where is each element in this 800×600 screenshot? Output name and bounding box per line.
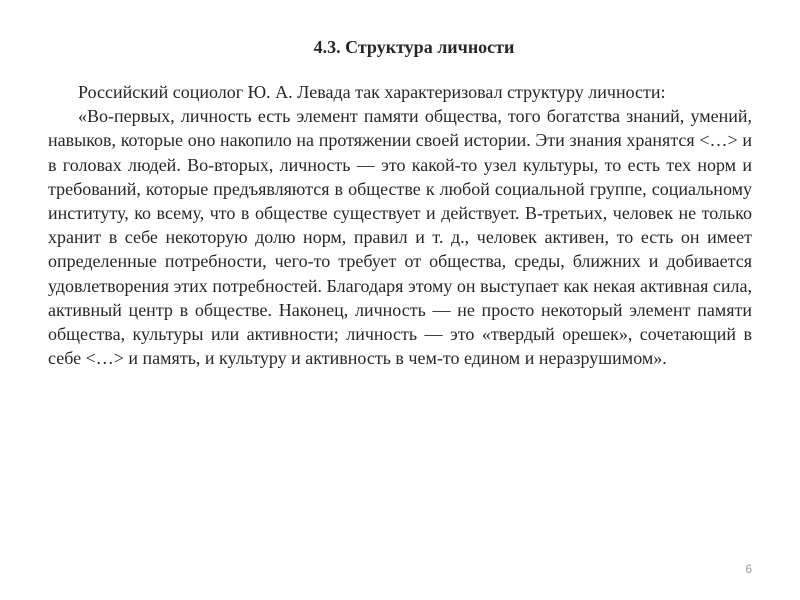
page-number: 6	[745, 562, 752, 576]
slide-title: 4.3. Структура личности	[313, 37, 515, 57]
quote-paragraph: «Во-первых, личность есть элемент памяти общества, того богатства знаний, умений, навыков, которые оно накопило на протяжении своей истории. Эти знания хранятся <…> и в головах людей. Во-вторых, личность — это какой-то узел культуры, то есть тех норм и требований, которые предъявляются в обществе к любой социальной группе, социальному институту, ко всему, что в обществе существует и действует. В-третьих, человек не только хранит в себе некоторую долю норм, правил и т. д., человек активен, то есть он имеет определенные потребности, чего-то требует от общества, среды, ближних и добивается удовлетворения этих потребностей. Благодаря этому он выступает как некая активная сила, активный центр в обществе. Наконец, личность — не просто некоторый элемент памяти общества, культуры или активности; личность — это «твердый орешек», сочетающий в себе <…> и память, и культуру и активность в чем-то едином и неразрушимом».	[48, 106, 752, 369]
slide-body	[48, 80, 752, 370]
intro-paragraph: Российский социолог Ю. А. Левада так характеризовал структуру личности:	[78, 82, 666, 102]
